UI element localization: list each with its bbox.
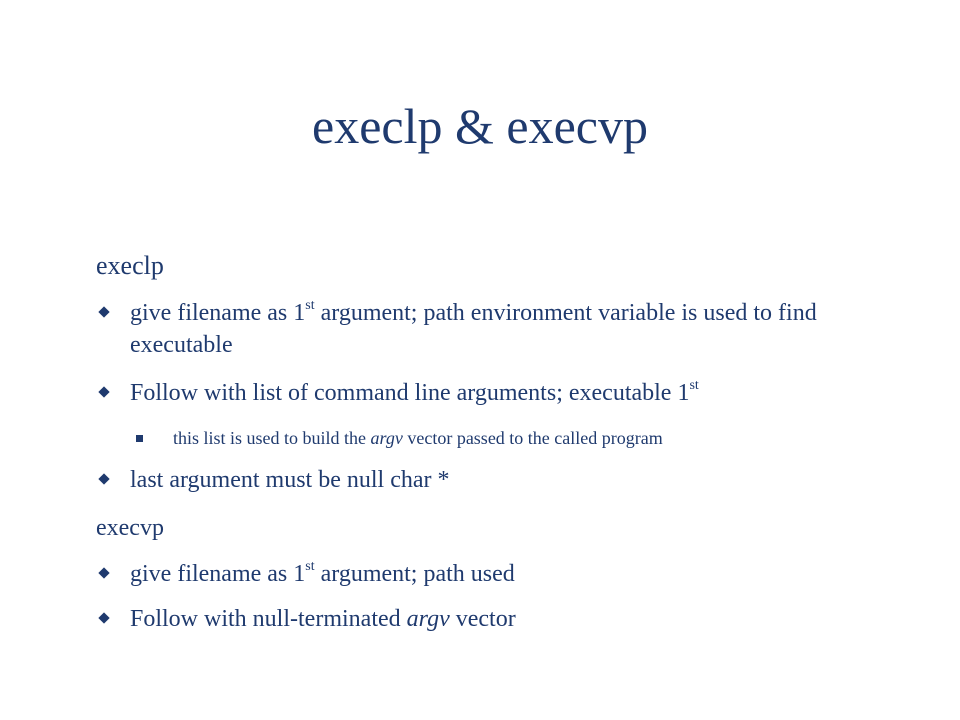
bullet-item (96, 603, 906, 635)
diamond-bullet-icon (98, 386, 109, 397)
diamond-bullet-icon (98, 612, 109, 623)
sub-bullet-text: this list is used to build the argv vector passed to the called program (173, 428, 663, 448)
bullet-text: Follow with null-terminated argv vector (130, 606, 516, 632)
section-heading-execvp: execvp (96, 515, 164, 541)
sub-bullet-item (128, 426, 918, 450)
square-bullet-icon (136, 435, 143, 442)
bullet-text: last argument must be null char * (130, 467, 450, 493)
bullet-text: give filename as 1st argument; path used (130, 559, 515, 587)
bullet-item (96, 464, 906, 496)
bullet-item (96, 558, 906, 590)
diamond-bullet-icon (98, 306, 109, 317)
section-heading-execlp: execlp (96, 251, 164, 280)
slide-title: execlp & execvp (312, 98, 648, 154)
bullet-item (96, 377, 906, 409)
bullet-text: Follow with list of command line arguments; executable 1st (130, 378, 699, 406)
bullet-text: give filename as 1st argument; path environment variable is used to find executable (130, 298, 817, 358)
diamond-bullet-icon (98, 473, 109, 484)
diamond-bullet-icon (98, 567, 109, 578)
bullet-item (96, 297, 906, 361)
